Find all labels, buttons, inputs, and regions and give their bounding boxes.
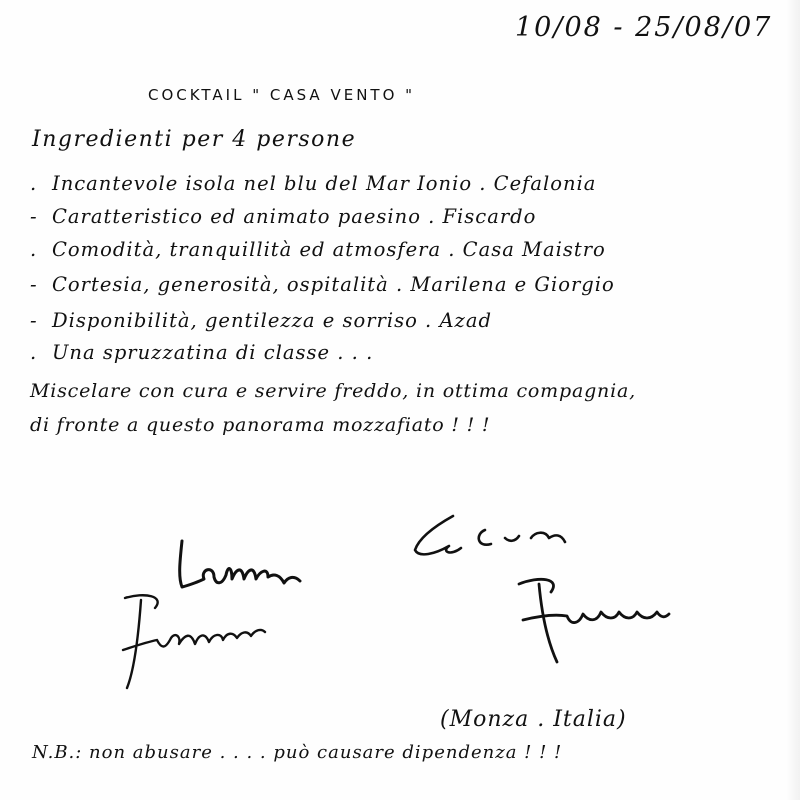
ingredient-text: Una spruzzatina di classe . . .	[52, 341, 374, 364]
dash-mark: -	[30, 273, 38, 296]
ingredient-line	[30, 172, 596, 195]
dash-mark: .	[30, 238, 38, 261]
cocktail-title: COCKTAIL " CASA VENTO "	[148, 86, 416, 104]
ingredient-text: Incantevole isola nel blu del Mar Ionio . Cefalonia	[52, 172, 597, 195]
ingredient-text: Cortesia, generosità, ospitalità . Marilena e Giorgio	[52, 273, 615, 296]
ingredients-heading: Ingredienti per 4 persone	[32, 127, 357, 152]
ingredient-line	[30, 205, 536, 228]
ingredient-line	[30, 341, 373, 364]
signature-laura	[170, 535, 320, 595]
nota-bene: N.B.: non abusare . . . . può causare dipendenza ! ! !	[32, 742, 563, 763]
dash-mark: .	[30, 172, 38, 195]
signature-andrea	[505, 570, 675, 670]
page-edge-shadow	[786, 0, 800, 800]
dash-mark: -	[30, 205, 38, 228]
instruction-line: Miscelare con cura e servire freddo, in ottima compagnia,	[30, 380, 636, 402]
ingredient-text: Comodità, tranquillità ed atmosfera . Casa Maistro	[52, 238, 606, 261]
dash-mark: -	[30, 309, 38, 332]
dash-mark: .	[30, 341, 38, 364]
date-range: 10/08 - 25/08/07	[515, 12, 773, 43]
signature-francesca	[105, 588, 275, 698]
ingredient-line	[30, 309, 492, 332]
signature-luigi	[405, 508, 585, 568]
ingredient-line	[30, 273, 615, 296]
place-note: (Monza . Italia)	[440, 707, 627, 732]
ingredient-text: Disponibilità, gentilezza e sorriso . Azad	[52, 309, 492, 332]
ingredient-line	[30, 238, 606, 261]
ingredient-text: Caratteristico ed animato paesino . Fiscardo	[52, 205, 537, 228]
instruction-line: di fronte a questo panorama mozzafiato ! ! !	[30, 414, 491, 436]
